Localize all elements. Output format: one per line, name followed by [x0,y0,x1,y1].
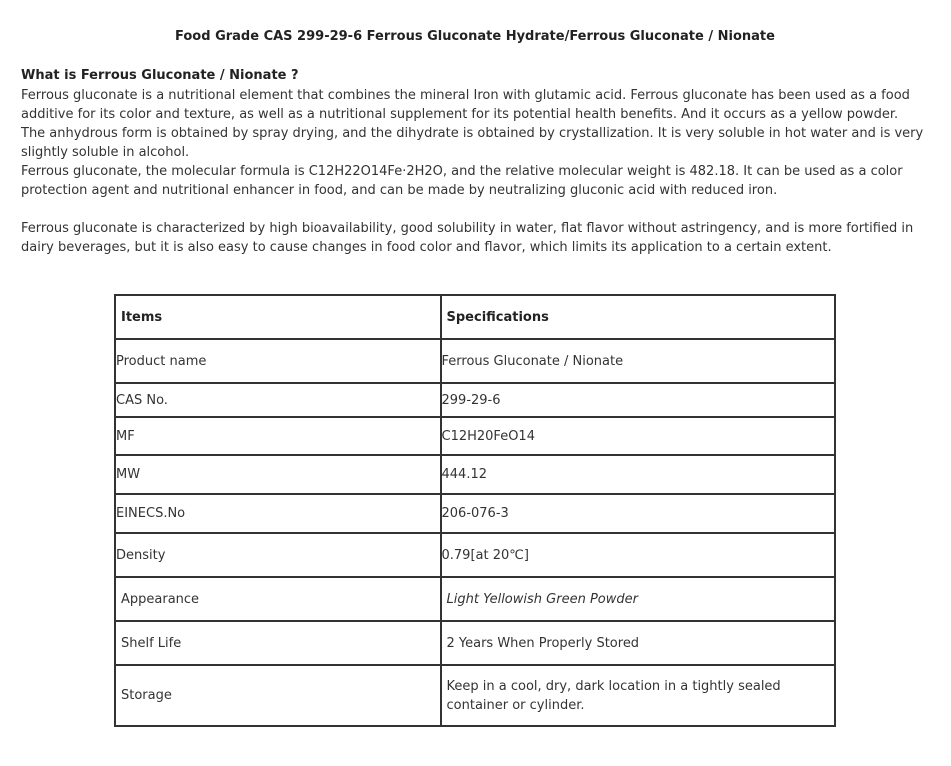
table-row [115,621,835,665]
table-row [115,577,835,621]
table-row [115,533,835,577]
row-spec: Ferrous Gluconate / Nionate [441,339,836,383]
table-row [115,665,835,726]
page-title: Food Grade CAS 299-29-6 Ferrous Gluconate Hydrate/Ferrous Gluconate / Nionate [175,29,775,44]
row-spec: 2 Years When Properly Stored [441,621,836,665]
table-header-row [115,295,835,339]
table-row [115,339,835,383]
row-item: MW [115,455,441,494]
header-items: Items [115,295,441,339]
row-item: Shelf Life [115,621,441,665]
table-row [115,383,835,417]
header-specifications: Specifications [441,295,836,339]
row-spec: C12H20FeO14 [441,417,836,455]
row-spec: 444.12 [441,455,836,494]
row-spec: Keep in a cool, dry, dark location in a tightly sealed container or cylinder. [441,665,836,726]
paragraph-formula: Ferrous gluconate, the molecular formula is C12H22O14Fe·2H2O, and the relative molecular weight is 482.18. It can be used as a color protection agent and nutritional enhancer in food, and can be made by neutralizing gluconic acid with reduced iron. [21,164,903,198]
paragraph-description: Ferrous gluconate is a nutritional element that combines the mineral Iron with glutamic acid. Ferrous gluconate has been used as a food additive for its color and texture, as well as a nutritional supplement for its potential health benefits. And it occurs as a yellow powder. The anhydrous form is obtained by spray drying, and the dihydrate is obtained by crystallization. It is very soluble in hot water and is very slightly soluble in alcohol. [21,88,924,160]
row-spec: 299-29-6 [441,383,836,417]
row-item: EINECS.No [115,494,441,533]
row-spec: Light Yellowish Green Powder [441,577,836,621]
table-row [115,417,835,455]
row-spec: 206-076-3 [441,494,836,533]
row-item: Storage [115,665,441,726]
specifications-table [114,294,836,727]
table-row [115,455,835,494]
row-spec: 0.79[at 20℃] [441,533,836,577]
paragraph-characteristics: Ferrous gluconate is characterized by high bioavailability, good solubility in water, flat flavor without astringency, and is more fortified in dairy beverages, but it is also easy to cause changes in food color and flavor, which limits its application to a certain extent. [21,221,914,255]
section-heading: What is Ferrous Gluconate / Nionate ? [21,68,299,83]
row-item: Appearance [115,577,441,621]
row-item: MF [115,417,441,455]
table-row [115,494,835,533]
row-item: Density [115,533,441,577]
row-item: CAS No. [115,383,441,417]
row-item: Product name [115,339,441,383]
